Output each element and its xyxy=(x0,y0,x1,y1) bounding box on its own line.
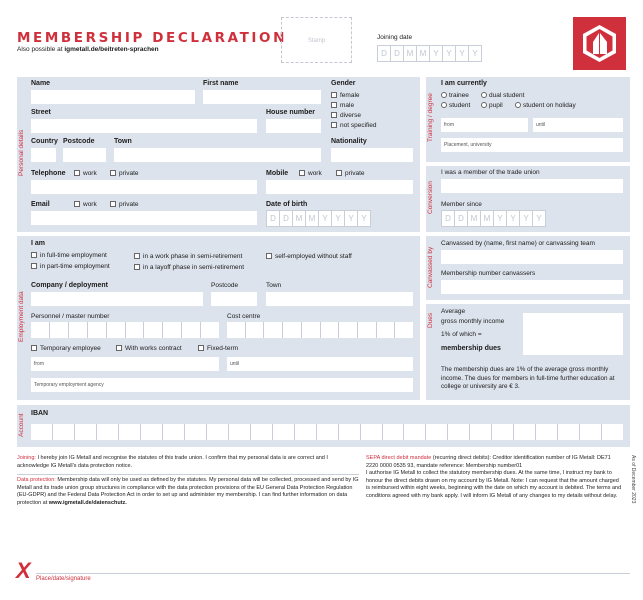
account-label: Account xyxy=(18,413,25,437)
training-label: Training / degree xyxy=(427,93,434,143)
signature-line[interactable] xyxy=(36,573,630,574)
digit-cell xyxy=(201,322,219,338)
date-digit-box: Y xyxy=(344,210,358,227)
personal-details-label: Personal details xyxy=(18,129,25,177)
house-number-label: House number xyxy=(266,109,316,116)
digit-cell xyxy=(273,424,295,440)
pupil-radio[interactable]: pupil xyxy=(481,102,503,109)
subtitle-link[interactable]: igmetall.de/beitreten-sprachen xyxy=(64,46,159,53)
one-percent-field[interactable] xyxy=(523,327,623,341)
date-digit-box: Y xyxy=(442,45,456,62)
member-since-field[interactable] xyxy=(441,210,545,227)
cost-centre-field[interactable] xyxy=(227,322,413,338)
temp-agency-field[interactable]: Temporary employment agency xyxy=(31,378,413,392)
digit-cell xyxy=(377,322,396,338)
digit-cell xyxy=(229,424,251,440)
canvassed-by-label: Canvassed by (name, first name) or canvassing team xyxy=(441,240,595,247)
temporary-employee-checkbox[interactable]: Temporary employee xyxy=(31,345,101,352)
gross-income-field[interactable] xyxy=(523,313,623,327)
canvassed-by-field[interactable] xyxy=(441,250,623,264)
country-label: Country xyxy=(31,138,58,145)
dues-label: Dues xyxy=(427,312,434,328)
gender-diverse[interactable]: diverse xyxy=(331,112,361,119)
semi-retirement-layoff-checkbox[interactable]: in a layoff phase in semi-retirement xyxy=(134,264,244,271)
data-protection-link[interactable]: www.igmetall.de/datenschutz. xyxy=(48,499,127,506)
joining-date-field[interactable] xyxy=(377,45,481,62)
gender-female[interactable]: female xyxy=(331,92,360,99)
membership-dues-label: membership dues xyxy=(441,345,501,352)
date-digit-box: M xyxy=(416,45,430,62)
joining-statement: Joining: I hereby join IG Metall and recognise the statutes of this trade union. I confirm that my personal data is are correct and I acknowledge IG Metall's data protection notice. xyxy=(17,455,328,469)
digit-cell xyxy=(251,424,273,440)
digit-cell xyxy=(185,424,207,440)
digit-cell xyxy=(69,322,88,338)
divider xyxy=(17,474,359,475)
first-name-field[interactable] xyxy=(203,90,321,104)
digit-cell xyxy=(448,424,470,440)
digit-cell xyxy=(163,424,185,440)
canvassed-label: Canvassed by xyxy=(427,246,434,288)
page-title: MEMBERSHIP DECLARATION xyxy=(17,30,288,46)
subtitle: Also possible at igmetall.de/beitreten-sprachen xyxy=(17,46,159,53)
gender-label: Gender xyxy=(331,80,356,87)
self-employed-checkbox[interactable]: self-employed without staff xyxy=(266,253,352,260)
digit-cell xyxy=(97,424,119,440)
telephone-label: Telephone xyxy=(31,170,66,177)
date-digit-box: Y xyxy=(468,45,482,62)
employment-from-field[interactable]: from xyxy=(31,357,219,371)
company-label: Company / deployment xyxy=(31,282,109,289)
digit-cell xyxy=(31,424,53,440)
digit-cell xyxy=(264,322,283,338)
conversion-label: Conversion xyxy=(427,181,434,215)
works-contract-checkbox[interactable]: With works contract xyxy=(116,345,182,352)
signature-x-mark: X xyxy=(16,558,31,583)
digit-cell xyxy=(302,322,321,338)
digit-cell xyxy=(75,424,97,440)
digit-cell xyxy=(50,322,69,338)
version-note: As of December 2023 xyxy=(630,455,636,504)
date-digit-box: Y xyxy=(455,45,469,62)
telephone-private-checkbox[interactable]: private xyxy=(110,170,139,177)
street-label: Street xyxy=(31,109,51,116)
employment-postcode-label: Postcode xyxy=(211,282,239,289)
nationality-field[interactable] xyxy=(331,148,413,162)
place-date-signature-label: Place/date/signature xyxy=(36,576,91,582)
digit-cell xyxy=(88,322,107,338)
telephone-field[interactable] xyxy=(31,180,257,194)
digit-cell xyxy=(246,322,265,338)
date-digit-box: Y xyxy=(519,210,533,227)
iban-label: IBAN xyxy=(31,410,49,417)
date-digit-box: Y xyxy=(357,210,371,227)
town-field[interactable] xyxy=(114,148,321,162)
first-name-label: First name xyxy=(203,80,239,87)
date-digit-box: M xyxy=(403,45,417,62)
digit-cell xyxy=(339,424,361,440)
name-field[interactable] xyxy=(31,90,195,104)
student-on-holiday-radio[interactable]: student on holiday xyxy=(515,102,576,109)
personnel-number-field[interactable] xyxy=(31,322,219,338)
date-digit-box: Y xyxy=(318,210,332,227)
date-digit-box: M xyxy=(305,210,319,227)
digit-cell xyxy=(536,424,558,440)
stamp-box: Stamp xyxy=(281,17,352,63)
digit-cell xyxy=(182,322,201,338)
employment-postcode-field[interactable] xyxy=(211,292,257,306)
digit-cell xyxy=(580,424,602,440)
currently-label: I am currently xyxy=(441,80,487,87)
digit-cell xyxy=(404,424,426,440)
digit-cell xyxy=(492,424,514,440)
cost-centre-label: Cost centre xyxy=(227,313,261,320)
street-field[interactable] xyxy=(31,119,257,133)
postcode-label: Postcode xyxy=(63,138,95,145)
nationality-label: Nationality xyxy=(331,138,367,145)
training-until-field[interactable]: until xyxy=(533,118,623,132)
digit-cell xyxy=(358,322,377,338)
digit-cell xyxy=(53,424,75,440)
gender-male[interactable]: male xyxy=(331,102,354,109)
student-radio[interactable]: student xyxy=(441,102,470,109)
gender-not-specified[interactable]: not specified xyxy=(331,122,377,129)
employment-town-label: Town xyxy=(266,282,282,289)
email-private-checkbox[interactable]: private xyxy=(110,201,139,208)
i-am-label: I am xyxy=(31,240,46,247)
date-digit-box: D xyxy=(390,45,404,62)
date-digit-box: D xyxy=(279,210,293,227)
date-digit-box: D xyxy=(454,210,468,227)
date-digit-box: Y xyxy=(532,210,546,227)
employment-label: Employment data xyxy=(18,291,25,343)
date-digit-box: D xyxy=(266,210,280,227)
dues-note: The membership dues are 1% of the average gross monthly income. The dues for members in full-time further education at college or university are € 3. xyxy=(441,366,615,390)
digit-cell xyxy=(361,424,383,440)
trainee-radio[interactable]: trainee xyxy=(441,92,469,99)
date-digit-box: Y xyxy=(506,210,520,227)
digit-cell xyxy=(126,322,145,338)
personnel-number-label: Personnel / master number xyxy=(31,313,110,320)
email-label: Email xyxy=(31,201,50,208)
mobile-work-checkbox[interactable]: work xyxy=(299,170,322,177)
house-number-field[interactable] xyxy=(266,119,321,133)
country-field[interactable] xyxy=(31,148,56,162)
digit-cell xyxy=(602,424,623,440)
digit-cell xyxy=(207,424,229,440)
digit-cell xyxy=(317,424,339,440)
digit-cell xyxy=(295,424,317,440)
membership-dues-field[interactable] xyxy=(523,341,623,355)
former-member-field[interactable] xyxy=(441,179,623,193)
mobile-private-checkbox[interactable]: private xyxy=(336,170,365,177)
employment-town-field[interactable] xyxy=(266,292,413,306)
data-protection-statement: Data protection: Membership data will only be used as defined by the statutes. My personal data will be collected, processed and send by IG Metall and its trade union group structures in compliance with the data protection provisions of the EU General Data Protection Regulation (EU-GDPR) and the Federal Data Protection Act in order to set up and administer my membership. I can find further information on data protection at www.igmetall.de/datenschutz. xyxy=(17,477,359,506)
joining-date-label: Joining date xyxy=(377,34,413,41)
digit-cell xyxy=(144,322,163,338)
digit-cell xyxy=(514,424,536,440)
digit-cell xyxy=(141,424,163,440)
semi-retirement-work-checkbox[interactable]: in a work phase in semi-retirement xyxy=(134,253,242,260)
digit-cell xyxy=(321,322,340,338)
institution-field[interactable]: Placement, university xyxy=(441,138,623,152)
member-since-label: Member since xyxy=(441,201,482,208)
digit-cell xyxy=(31,322,50,338)
one-percent-label: 1% of which = xyxy=(441,331,482,338)
fixed-term-checkbox[interactable]: Fixed-term xyxy=(198,345,238,352)
date-digit-box: M xyxy=(467,210,481,227)
name-label: Name xyxy=(31,80,51,87)
dual-student-radio[interactable]: dual student xyxy=(481,92,524,99)
iban-field[interactable] xyxy=(31,424,623,440)
digit-cell xyxy=(558,424,580,440)
date-of-birth-label: Date of birth xyxy=(266,201,308,208)
date-digit-box: Y xyxy=(493,210,507,227)
digit-cell xyxy=(227,322,246,338)
employment-until-field[interactable]: until xyxy=(227,357,413,371)
canvasser-number-field[interactable] xyxy=(441,280,623,294)
date-digit-box: Y xyxy=(429,45,443,62)
date-digit-box: D xyxy=(441,210,455,227)
mobile-label: Mobile xyxy=(266,170,289,177)
date-digit-box: M xyxy=(292,210,306,227)
former-member-text: I was a member of the trade union xyxy=(441,169,540,176)
digit-cell xyxy=(163,322,182,338)
training-from-field[interactable]: from xyxy=(441,118,528,132)
digit-cell xyxy=(339,322,358,338)
town-label: Town xyxy=(114,138,132,145)
date-of-birth-field[interactable] xyxy=(266,210,370,227)
canvasser-number-label: Membership number canvassers xyxy=(441,270,536,277)
company-field[interactable] xyxy=(31,292,203,306)
full-time-checkbox[interactable]: in full-time employment xyxy=(31,252,107,259)
digit-cell xyxy=(119,424,141,440)
digit-cell xyxy=(283,322,302,338)
postcode-field[interactable] xyxy=(63,148,106,162)
date-digit-box: M xyxy=(480,210,494,227)
date-digit-box: D xyxy=(377,45,391,62)
sepa-mandate: SEPA direct debit mandate (recurring direct debits): Creditor identification number of IG Metall: DE71 2220 0000 0535 93, mandate reference: Membership number01 I authorise IG Metall to collect the statutory membership dues. At the same time, I instruct my bank to honour the direct debits drawn on my account by IG Metall. Note: I can request that the amount charged is reimbursed within eight weeks, beginning with the date on which my account is debited. The terms and conditions agreed with my bank apply. I will inform IG Metall of any changes to my details without delay. xyxy=(366,455,622,499)
digit-cell xyxy=(395,322,413,338)
email-field[interactable] xyxy=(31,211,257,225)
mobile-field[interactable] xyxy=(266,180,413,194)
gross-income-label: gross monthly income xyxy=(441,318,505,325)
digit-cell xyxy=(107,322,126,338)
digit-cell xyxy=(470,424,492,440)
email-work-checkbox[interactable]: work xyxy=(74,201,97,208)
igm-logo xyxy=(573,17,626,70)
digit-cell xyxy=(426,424,448,440)
average-label: Average xyxy=(441,308,466,315)
digit-cell xyxy=(383,424,405,440)
date-digit-box: Y xyxy=(331,210,345,227)
telephone-work-checkbox[interactable]: work xyxy=(74,170,97,177)
part-time-checkbox[interactable]: in part-time employment xyxy=(31,263,110,270)
